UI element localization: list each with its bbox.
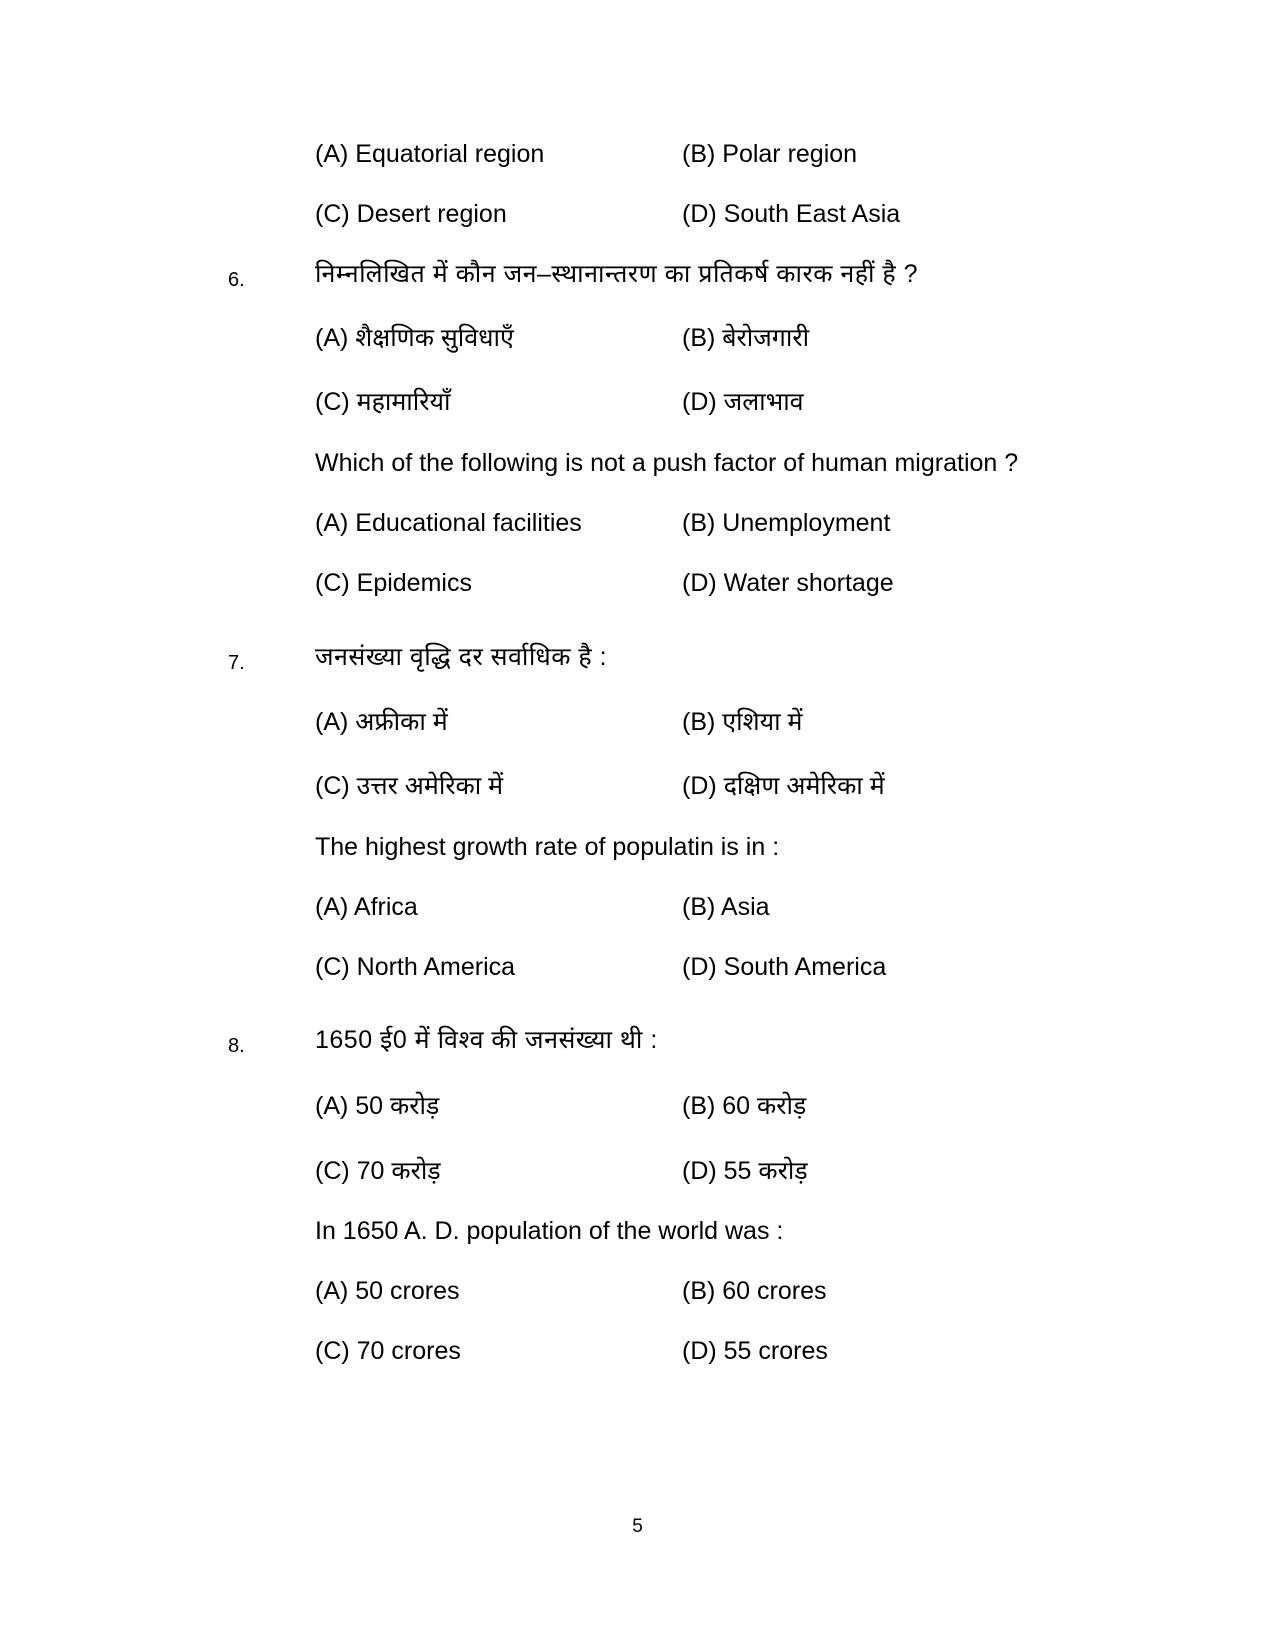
option-b-hindi: (B) 60 करोड़	[682, 1092, 807, 1120]
option-c: (C) Desert region	[315, 200, 507, 228]
option-a: (A) 50 crores	[315, 1277, 460, 1305]
option-a: (A) Africa	[315, 893, 418, 921]
question-number: 8.	[228, 1035, 245, 1057]
option-d: (D) 55 crores	[682, 1337, 828, 1365]
option-b: (B) Asia	[682, 893, 770, 921]
option-a-hindi: (A) शैक्षणिक सुविधाएँ	[315, 324, 514, 352]
option-d: (D) Water shortage	[682, 569, 894, 597]
option-a-hindi: (A) 50 करोड़	[315, 1092, 440, 1120]
option-b: (B) 60 crores	[682, 1277, 827, 1305]
question-text-english: The highest growth rate of populatin is in :	[315, 833, 780, 861]
option-a: (A) Equatorial region	[315, 140, 545, 168]
option-c: (C) North America	[315, 953, 516, 981]
option-b-hindi: (B) एशिया में	[682, 708, 803, 736]
option-b-hindi: (B) बेरोजगारी	[682, 324, 810, 352]
option-c-hindi: (C) 70 करोड़	[315, 1157, 441, 1185]
option-c-hindi: (C) महामारियाँ	[315, 388, 451, 416]
option-a-hindi: (A) अफ्रीका में	[315, 708, 448, 736]
option-d: (D) South America	[682, 953, 887, 981]
option-b: (B) Polar region	[682, 140, 858, 168]
page-number: 5	[632, 1516, 643, 1537]
option-d-hindi: (D) दक्षिण अमेरिका में	[682, 772, 885, 800]
question-text-hindi: 1650 ई0 में विश्व की जनसंख्या थी :	[315, 1026, 658, 1054]
question-text-english: In 1650 A. D. population of the world was :	[315, 1217, 784, 1245]
question-text-hindi: जनसंख्या वृद्धि दर सर्वाधिक है :	[315, 643, 608, 671]
option-d: (D) South East Asia	[682, 200, 901, 228]
question-number: 7.	[228, 652, 245, 674]
option-a: (A) Educational facilities	[315, 509, 582, 537]
option-c: (C) 70 crores	[315, 1337, 461, 1365]
option-d-hindi: (D) 55 करोड़	[682, 1157, 808, 1185]
question-number: 6.	[228, 269, 245, 291]
option-b: (B) Unemployment	[682, 509, 891, 537]
option-d-hindi: (D) जलाभाव	[682, 388, 804, 416]
option-c-hindi: (C) उत्तर अमेरिका में	[315, 772, 504, 800]
question-text-english: Which of the following is not a push factor of human migration ?	[315, 449, 1019, 477]
option-c: (C) Epidemics	[315, 569, 472, 597]
question-text-hindi: निम्नलिखित में कौन जन–स्थानान्तरण का प्रतिकर्ष कारक नहीं है ?	[315, 260, 919, 288]
